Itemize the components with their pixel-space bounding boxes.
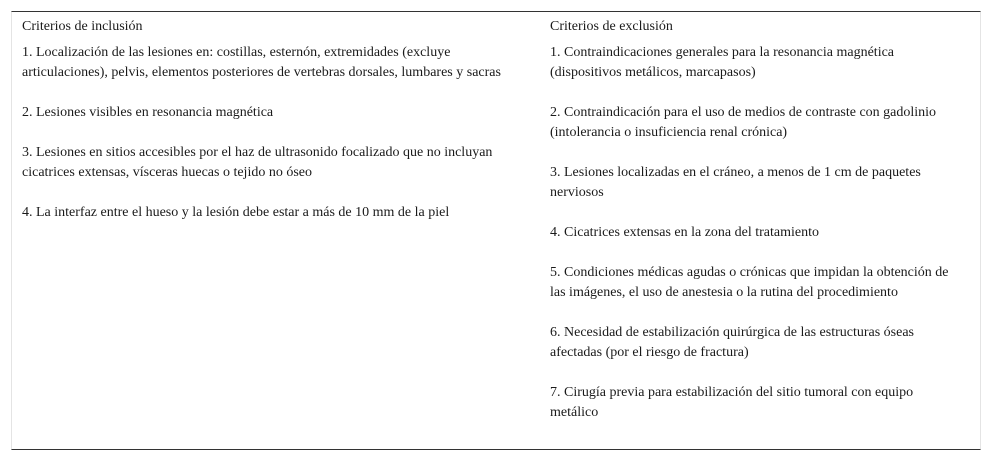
exclusion-item: 1. Contraindicaciones generales para la resonancia magnética (dispositivos metálicos, marcapasos): [550, 45, 895, 80]
exclusion-item: 5. Condiciones médicas agudas o crónicas que impidan la obtención de las imágenes, el uso de anestesia o la rutina del procedimiento: [550, 265, 949, 300]
exclusion-column: [540, 12, 980, 449]
exclusion-item: 3. Lesiones localizadas en el cráneo, a menos de 1 cm de paquetes nerviosos: [550, 165, 921, 200]
inclusion-list: [22, 43, 540, 223]
exclusion-item: 4. Cicatrices extensas en la zona del tratamiento: [550, 225, 820, 240]
inclusion-item: 3. Lesiones en sitios accesibles por el haz de ultrasonido focalizado que no incluyan cicatrices extensas, vísceras huecas o tejido no óseo: [22, 145, 493, 180]
inclusion-item: 1. Localización de las lesiones en: costillas, esternón, extremidades (excluye articulaciones), pelvis, elementos posteriores de vertebras dorsales, lumbares y sacras: [22, 45, 501, 80]
exclusion-item: 2. Contraindicación para el uso de medios de contraste con gadolinio (intolerancia o insuficiencia renal crónica): [550, 105, 937, 140]
exclusion-header: Criterios de exclusión: [550, 19, 673, 34]
exclusion-item: 6. Necesidad de estabilización quirúrgica de las estructuras óseas afectadas (por el riesgo de fractura): [550, 325, 914, 360]
inclusion-column: [12, 12, 540, 449]
criteria-table: [11, 11, 981, 450]
inclusion-item: 2. Lesiones visibles en resonancia magnética: [22, 105, 274, 120]
inclusion-header: Criterios de inclusión: [22, 19, 143, 34]
inclusion-item: 4. La interfaz entre el hueso y la lesión debe estar a más de 10 mm de la piel: [22, 205, 450, 220]
exclusion-list: [550, 43, 972, 423]
exclusion-item: 7. Cirugía previa para estabilización del sitio tumoral con equipo metálico: [550, 385, 914, 420]
